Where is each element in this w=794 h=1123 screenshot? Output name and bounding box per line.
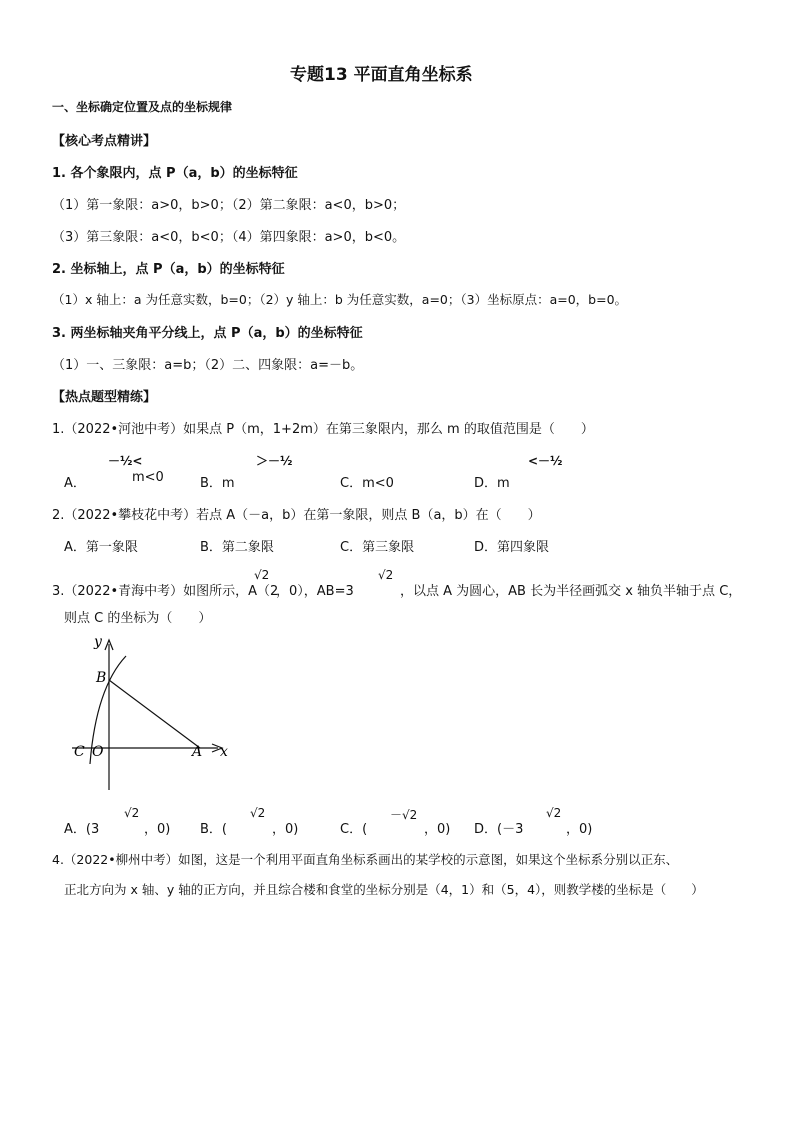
question4-line1: 4.（2022•柳州中考）如图，这是一个利用平面直角坐标系画出的某学校的示意图，如果这个坐标系分别以正东、 — [52, 852, 679, 867]
q1-option-b-fraction: ＞－½ — [256, 454, 293, 468]
q1-option-b-label: B．m — [200, 476, 235, 491]
q3-option-a: A．(3 — [64, 822, 100, 837]
q1-option-d-label: D．m — [474, 476, 510, 491]
q1-option-a-fraction: －½< — [108, 454, 143, 468]
label-y: y — [94, 634, 102, 650]
q3-option-d: D．(－3 — [474, 822, 524, 837]
page-title: 专题13 平面直角坐标系 — [290, 65, 473, 85]
q3-option-d-sqrt: √2 — [546, 806, 562, 820]
core-points-header: 【核心考点精讲】 — [52, 134, 157, 149]
q2-option-b: B．第二象限 — [200, 540, 274, 555]
point2-heading: 2. 坐标轴上，点 P（a，b）的坐标特征 — [52, 262, 285, 277]
section-heading: 一、坐标确定位置及点的坐标规律 — [52, 100, 233, 114]
q3-sqrt2-b: √2 — [378, 568, 394, 582]
point1-heading: 1. 各个象限内，点 P（a，b）的坐标特征 — [52, 166, 298, 181]
question4-line2: 正北方向为 x 轴、y 轴的正方向，并且综合楼和食堂的坐标分别是（4，1）和（5，4），则教学楼的坐标是（ ） — [64, 882, 704, 897]
question2-stem: 2.（2022•攀枝花中考）若点 A（－a，b）在第一象限，则点 B（a，b）在（ ） — [52, 508, 541, 523]
q3-option-b-sqrt: √2 — [250, 806, 266, 820]
q3-figure — [60, 628, 250, 798]
hot-topics-header: 【热点题型精练】 — [52, 390, 157, 405]
label-o: O — [92, 744, 104, 760]
q3-sqrt2-a: √2 — [254, 568, 270, 582]
q2-option-d: D．第四象限 — [474, 540, 550, 555]
label-a: A — [192, 744, 203, 760]
point3-heading: 3. 两坐标轴夹角平分线上，点 P（a，b）的坐标特征 — [52, 326, 363, 341]
q1-option-d-fraction: <－½ — [528, 454, 563, 468]
q1-option-a-value: m<0 — [132, 470, 164, 485]
question3-stem-a: 3.（2022•青海中考）如图所示，A（2 — [52, 584, 279, 599]
question3-stem-c: ，以点 A 为圆心，AB 长为半径画弧交 x 轴负半轴于点 C， — [400, 584, 742, 599]
q1-option-a-label: A． — [64, 476, 86, 491]
point1-line1: （1）第一象限：a>0，b>0；（2）第二象限：a<0，b>0； — [52, 198, 406, 213]
q3-option-d-end: ，0) — [566, 822, 593, 837]
point2-line1: （1）x 轴上：a 为任意实数，b=0；（2）y 轴上：b 为任意实数，a=0；（3）坐标原点：a=0，b=0。 — [52, 292, 628, 307]
q3-option-a-end: ，0) — [144, 822, 171, 837]
q2-option-c: C．第三象限 — [340, 540, 415, 555]
point1-line2: （3）第三象限：a<0，b<0；（4）第四象限：a>0，b<0。 — [52, 230, 406, 245]
question1-stem: 1.（2022•河池中考）如果点 P（m，1+2m）在第三象限内，那么 m 的取值范围是（ ） — [52, 422, 594, 437]
q2-option-a: A．第一象限 — [64, 540, 138, 555]
q3-option-b-end: ，0) — [272, 822, 299, 837]
q3-option-a-sqrt: √2 — [124, 806, 140, 820]
question3-stem-line2: 则点 C 的坐标为（ ） — [64, 611, 212, 626]
label-b: B — [96, 670, 107, 686]
question3-stem-b: ，0），AB=3 — [276, 584, 354, 599]
point3-line1: （1）一、三象限：a=b；（2）二、四象限：a=－b。 — [52, 358, 364, 373]
label-x: x — [220, 744, 228, 760]
q3-option-b: B．( — [200, 822, 227, 837]
q3-option-c: C．( — [340, 822, 368, 837]
label-c: C — [74, 744, 85, 760]
q1-option-c: C．m<0 — [340, 476, 394, 491]
q3-option-c-sqrt: －√2 — [390, 808, 418, 822]
segment-ab — [109, 680, 200, 748]
q3-option-c-end: ，0) — [424, 822, 451, 837]
